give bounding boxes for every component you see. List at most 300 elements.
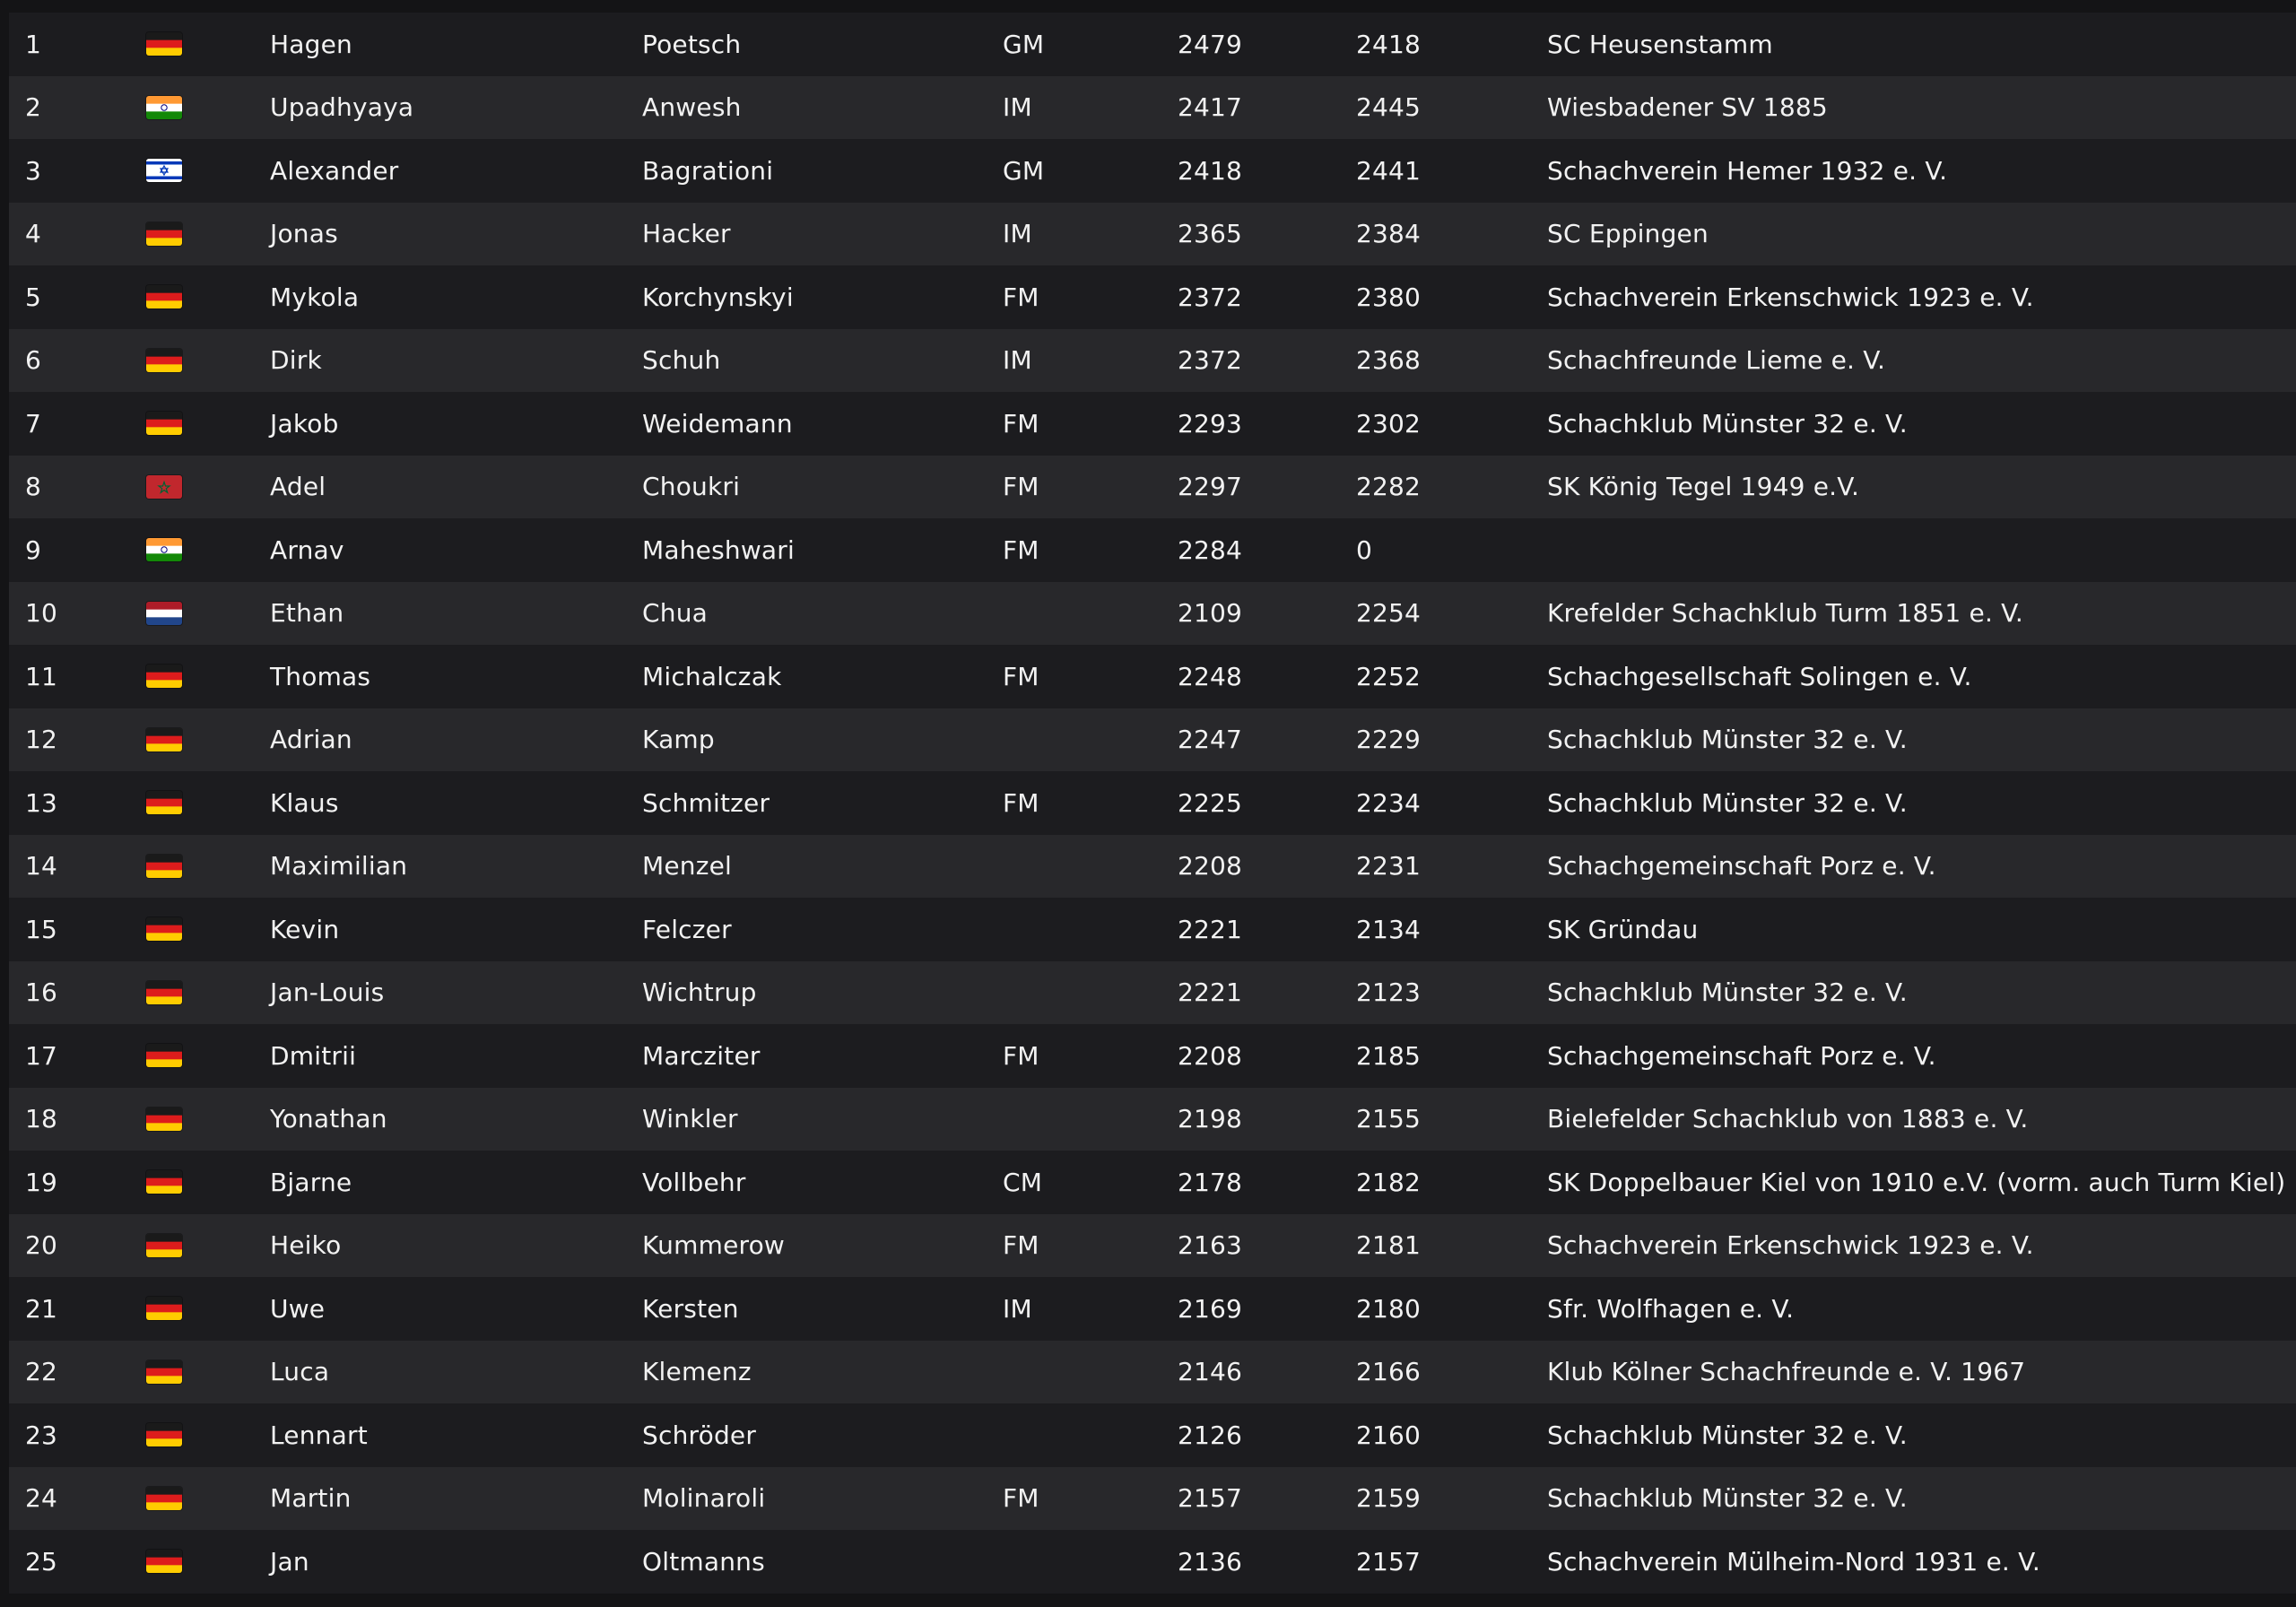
first-name-text: Adel (270, 472, 326, 502)
flag-cell (146, 1151, 182, 1214)
rating-2-cell (1356, 518, 1372, 582)
first-name-text: Jonas (270, 219, 338, 249)
last-name-cell (642, 13, 741, 76)
rating-1-text: 2479 (1178, 29, 1243, 59)
flag-cell (146, 456, 182, 519)
rank-text: 5 (25, 282, 42, 312)
first-name-text: Klaus (270, 787, 339, 818)
last-name-cell (642, 582, 708, 646)
title-text: IM (1003, 345, 1032, 376)
last-name-text: Chua (642, 598, 709, 629)
first-name-cell (270, 1151, 352, 1214)
first-name-text: Bjarne (270, 1167, 352, 1197)
table-row[interactable] (9, 1151, 2296, 1214)
rating-2-cell (1356, 1214, 1421, 1278)
first-name-text: Luca (270, 1357, 330, 1387)
flag-de-icon (146, 728, 182, 751)
first-name-cell (270, 265, 359, 329)
club-cell (1547, 708, 1908, 772)
last-name-cell (642, 518, 795, 582)
club-text: Schachklub Münster 32 e. V. (1547, 725, 1908, 755)
rating-1-cell (1178, 961, 1242, 1025)
first-name-text: Uwe (270, 1293, 326, 1324)
rating-1-cell (1178, 518, 1242, 582)
rating-1-text: 2248 (1178, 661, 1243, 691)
flag-cell (146, 1341, 182, 1404)
rank-text: 2 (25, 92, 42, 123)
table-row[interactable] (9, 329, 2296, 393)
club-text: Schachverein Hemer 1932 e. V. (1547, 155, 1948, 186)
title-text: FM (1003, 408, 1039, 439)
last-name-text: Bagrationi (642, 155, 774, 186)
flag-cell (146, 518, 182, 582)
flag-de-icon (146, 1297, 182, 1320)
first-name-text: Heiko (270, 1230, 342, 1261)
rating-2-cell (1356, 1277, 1421, 1341)
table-row[interactable] (9, 518, 2296, 582)
last-name-text: Winkler (642, 1104, 738, 1134)
rating-1-text: 2221 (1178, 914, 1243, 944)
last-name-text: Korchynskyi (642, 282, 794, 312)
rank-text: 4 (25, 219, 42, 249)
flag-de-icon (146, 981, 182, 1004)
rating-1-text: 2284 (1178, 534, 1243, 565)
club-cell (1547, 392, 1908, 456)
last-name-text: Felczer (642, 914, 732, 944)
flag-cell (146, 203, 182, 266)
table-row[interactable] (9, 708, 2296, 772)
flag-de-icon (146, 1044, 182, 1067)
last-name-cell (642, 203, 731, 266)
first-name-text: Jakob (270, 408, 339, 439)
flag-de-icon (146, 1360, 182, 1384)
flag-de-icon (146, 1170, 182, 1194)
table-row[interactable] (9, 835, 2296, 899)
club-text: SC Eppingen (1547, 219, 1709, 249)
title-cell (1003, 203, 1032, 266)
rating-1-text: 2126 (1178, 1420, 1243, 1450)
rank-text: 23 (25, 1420, 58, 1450)
first-name-cell (270, 961, 384, 1025)
flag-de-icon (146, 349, 182, 372)
first-name-cell (270, 76, 413, 140)
last-name-cell (642, 708, 715, 772)
flag-de-icon (146, 791, 182, 814)
flag-nl-icon (146, 602, 182, 625)
last-name-cell (642, 265, 794, 329)
last-name-cell (642, 1214, 785, 1278)
club-cell (1547, 1467, 1908, 1531)
title-text: GM (1003, 155, 1045, 186)
first-name-text: Upadhyaya (270, 92, 414, 123)
rating-2-cell (1356, 835, 1421, 899)
last-name-text: Schmitzer (642, 787, 770, 818)
flag-de-icon (146, 222, 182, 246)
rating-2-cell (1356, 1024, 1421, 1088)
table-row[interactable] (9, 582, 2296, 646)
flag-cell (146, 771, 182, 835)
rank-cell (25, 392, 41, 456)
club-text: Krefelder Schachklub Turm 1851 e. V. (1547, 598, 2024, 629)
last-name-cell (642, 645, 781, 708)
club-text: SC Heusenstamm (1547, 29, 1773, 59)
rank-cell (25, 582, 57, 646)
rank-text: 15 (25, 914, 58, 944)
rating-1-text: 2208 (1178, 851, 1243, 882)
club-text: Schachklub Münster 32 e. V. (1547, 787, 1908, 818)
club-text: Schachverein Erkenschwick 1923 e. V. (1547, 282, 2034, 312)
first-name-cell (270, 392, 339, 456)
rating-2-text: 2445 (1356, 92, 1422, 123)
rating-1-text: 2157 (1178, 1483, 1243, 1514)
table-row[interactable] (9, 898, 2296, 961)
rating-2-cell (1356, 265, 1421, 329)
flag-de-icon (146, 1108, 182, 1131)
title-cell (1003, 1151, 1042, 1214)
rating-2-text: 2254 (1356, 598, 1422, 629)
table-row[interactable] (9, 392, 2296, 456)
rank-cell (25, 835, 57, 899)
club-cell (1547, 1024, 1936, 1088)
last-name-text: Wichtrup (642, 977, 757, 1008)
title-text: CM (1003, 1167, 1043, 1197)
flag-de-icon (146, 1423, 182, 1446)
rating-2-cell (1356, 456, 1421, 519)
club-cell (1547, 1151, 2285, 1214)
last-name-text: Oltmanns (642, 1546, 765, 1577)
rating-1-cell (1178, 582, 1242, 646)
rank-cell (25, 1341, 57, 1404)
flag-cell (146, 645, 182, 708)
first-name-cell (270, 708, 352, 772)
rating-1-cell (1178, 898, 1242, 961)
flag-cell (146, 582, 182, 646)
rating-1-text: 2163 (1178, 1230, 1243, 1261)
rating-2-cell (1356, 13, 1421, 76)
rating-1-cell (1178, 1277, 1242, 1341)
rating-1-text: 2169 (1178, 1293, 1243, 1324)
rating-1-cell (1178, 76, 1242, 140)
last-name-text: Vollbehr (642, 1167, 746, 1197)
rating-2-cell (1356, 1467, 1421, 1531)
table-row[interactable] (9, 265, 2296, 329)
title-cell (1003, 139, 1044, 203)
flag-cell (146, 1403, 182, 1467)
first-name-cell (270, 1403, 368, 1467)
rating-1-cell (1178, 203, 1242, 266)
rating-1-text: 2372 (1178, 282, 1243, 312)
rating-2-text: 2368 (1356, 345, 1422, 376)
rating-1-text: 2247 (1178, 725, 1243, 755)
rank-cell (25, 1467, 57, 1531)
first-name-cell (270, 835, 407, 899)
rating-1-cell (1178, 708, 1242, 772)
club-cell (1547, 1214, 2034, 1278)
first-name-text: Lennart (270, 1420, 368, 1450)
last-name-cell (642, 76, 742, 140)
rating-1-text: 2297 (1178, 472, 1243, 502)
club-text: Schachklub Münster 32 e. V. (1547, 408, 1908, 439)
rating-1-text: 2417 (1178, 92, 1243, 123)
rank-text: 13 (25, 787, 58, 818)
rank-text: 25 (25, 1546, 58, 1577)
flag-in-icon (146, 538, 182, 561)
flag-de-icon (146, 1550, 182, 1573)
last-name-cell (642, 961, 757, 1025)
first-name-cell (270, 203, 338, 266)
last-name-cell (642, 1341, 752, 1404)
club-text: Sfr. Wolfhagen e. V. (1547, 1293, 1795, 1324)
ranking-table (9, 0, 2296, 1594)
rating-2-text: 2160 (1356, 1420, 1422, 1450)
rating-2-text: 2229 (1356, 725, 1422, 755)
rank-cell (25, 329, 41, 393)
rating-2-cell (1356, 1088, 1421, 1151)
rank-text: 24 (25, 1483, 58, 1514)
flag-de-icon (146, 917, 182, 941)
club-text: Wiesbadener SV 1885 (1547, 92, 1828, 123)
rating-1-cell (1178, 456, 1242, 519)
club-text: SK Doppelbauer Kiel von 1910 e.V. (vorm. auch Turm Kiel) (1547, 1167, 2286, 1197)
club-cell (1547, 1530, 2040, 1594)
club-cell (1547, 1341, 2025, 1404)
table-row[interactable] (9, 1530, 2296, 1594)
rating-2-text: 2157 (1356, 1546, 1422, 1577)
rating-2-text: 2155 (1356, 1104, 1422, 1134)
first-name-text: Ethan (270, 598, 344, 629)
club-text: Schachklub Münster 32 e. V. (1547, 1483, 1908, 1514)
rating-2-cell (1356, 329, 1421, 393)
title-cell (1003, 1214, 1039, 1278)
rating-2-cell (1356, 708, 1421, 772)
table-row[interactable] (9, 456, 2296, 519)
club-cell (1547, 645, 1972, 708)
first-name-text: Jan (270, 1546, 309, 1577)
title-text: FM (1003, 534, 1039, 565)
table-row[interactable] (9, 1403, 2296, 1467)
first-name-cell (270, 645, 370, 708)
last-name-cell (642, 1277, 739, 1341)
title-cell (1003, 1277, 1032, 1341)
flag-cell (146, 329, 182, 393)
title-cell (1003, 1467, 1039, 1531)
rating-2-text: 2234 (1356, 787, 1422, 818)
last-name-text: Michalczak (642, 661, 782, 691)
table-row[interactable] (9, 13, 2296, 76)
rating-2-text: 2282 (1356, 472, 1422, 502)
rating-2-cell (1356, 76, 1421, 140)
last-name-text: Weidemann (642, 408, 793, 439)
first-name-cell (270, 1024, 356, 1088)
rating-2-cell (1356, 898, 1421, 961)
rating-2-text: 2418 (1356, 29, 1422, 59)
title-cell (1003, 645, 1039, 708)
rating-1-text: 2178 (1178, 1167, 1243, 1197)
rating-1-cell (1178, 1403, 1242, 1467)
rank-cell (25, 456, 41, 519)
club-cell (1547, 1277, 1794, 1341)
rank-cell (25, 1024, 57, 1088)
rating-2-text: 2134 (1356, 914, 1422, 944)
flag-cell (146, 1214, 182, 1278)
flag-il-icon (146, 159, 182, 182)
table-row[interactable] (9, 1024, 2296, 1088)
club-text: Schachgemeinschaft Porz e. V. (1547, 851, 1936, 882)
flag-cell (146, 1024, 182, 1088)
rank-text: 22 (25, 1357, 58, 1387)
rating-1-text: 2225 (1178, 787, 1243, 818)
title-text: FM (1003, 1040, 1039, 1071)
first-name-text: Maximilian (270, 851, 408, 882)
last-name-cell (642, 898, 732, 961)
rank-text: 8 (25, 472, 42, 502)
rating-1-cell (1178, 771, 1242, 835)
rating-1-cell (1178, 13, 1242, 76)
title-text: FM (1003, 787, 1039, 818)
last-name-text: Menzel (642, 851, 733, 882)
rating-2-text: 2180 (1356, 1293, 1422, 1324)
rating-1-cell (1178, 1214, 1242, 1278)
flag-ma-icon (146, 475, 182, 499)
rank-cell (25, 1214, 57, 1278)
rating-2-cell (1356, 1151, 1421, 1214)
last-name-text: Kummerow (642, 1230, 786, 1261)
last-name-cell (642, 456, 740, 519)
rank-text: 17 (25, 1040, 58, 1071)
club-cell (1547, 898, 1698, 961)
last-name-cell (642, 1403, 756, 1467)
rating-1-text: 2109 (1178, 598, 1243, 629)
club-cell (1547, 456, 1859, 519)
last-name-cell (642, 1024, 761, 1088)
last-name-text: Marcziter (642, 1040, 761, 1071)
rank-cell (25, 518, 41, 582)
table-row[interactable] (9, 1088, 2296, 1151)
flag-de-icon (146, 412, 182, 435)
rank-text: 6 (25, 345, 42, 376)
club-text: Schachklub Münster 32 e. V. (1547, 977, 1908, 1008)
rank-cell (25, 76, 41, 140)
rating-2-text: 0 (1356, 534, 1373, 565)
table-row[interactable] (9, 203, 2296, 266)
first-name-cell (270, 1467, 352, 1531)
first-name-cell (270, 1277, 325, 1341)
table-row[interactable] (9, 1467, 2296, 1531)
club-cell (1547, 265, 2034, 329)
rank-text: 7 (25, 408, 42, 439)
flag-cell (146, 708, 182, 772)
rank-text: 21 (25, 1293, 58, 1324)
rating-2-cell (1356, 392, 1421, 456)
last-name-cell (642, 1530, 765, 1594)
club-text: SK Gründau (1547, 914, 1699, 944)
rating-1-text: 2221 (1178, 977, 1243, 1008)
last-name-text: Poetsch (642, 29, 742, 59)
table-row[interactable] (9, 645, 2296, 708)
title-text: GM (1003, 29, 1045, 59)
table-row[interactable] (9, 139, 2296, 203)
title-text: IM (1003, 219, 1032, 249)
rating-2-cell (1356, 1403, 1421, 1467)
title-cell (1003, 771, 1039, 835)
rank-cell (25, 771, 57, 835)
rank-cell (25, 708, 57, 772)
title-cell (1003, 518, 1039, 582)
rank-text: 9 (25, 534, 42, 565)
club-text: Schachgesellschaft Solingen e. V. (1547, 661, 1972, 691)
rating-2-text: 2252 (1356, 661, 1422, 691)
rank-cell (25, 961, 57, 1025)
rating-1-text: 2198 (1178, 1104, 1243, 1134)
club-text: SK König Tegel 1949 e.V. (1547, 472, 1860, 502)
rating-2-text: 2441 (1356, 155, 1422, 186)
club-text: Klub Kölner Schachfreunde e. V. 1967 (1547, 1357, 2026, 1387)
rank-text: 19 (25, 1167, 58, 1197)
club-cell (1547, 329, 1885, 393)
first-name-text: Kevin (270, 914, 340, 944)
club-text: Schachklub Münster 32 e. V. (1547, 1420, 1908, 1450)
rating-2-cell (1356, 645, 1421, 708)
first-name-cell (270, 329, 322, 393)
flag-de-icon (146, 1234, 182, 1257)
first-name-text: Hagen (270, 29, 352, 59)
table-row[interactable] (9, 1341, 2296, 1404)
first-name-cell (270, 1341, 329, 1404)
rating-2-text: 2159 (1356, 1483, 1422, 1514)
club-cell (1547, 203, 1709, 266)
club-cell (1547, 1403, 1908, 1467)
last-name-text: Hacker (642, 219, 731, 249)
table-row[interactable] (9, 961, 2296, 1025)
title-text: FM (1003, 661, 1039, 691)
club-cell (1547, 76, 1828, 140)
title-text: IM (1003, 1293, 1032, 1324)
rank-cell (25, 898, 57, 961)
rank-cell (25, 203, 41, 266)
table-row[interactable] (9, 771, 2296, 835)
last-name-text: Kamp (642, 725, 715, 755)
flag-de-icon (146, 855, 182, 878)
rank-cell (25, 265, 41, 329)
club-text: Schachfreunde Lieme e. V. (1547, 345, 1886, 376)
club-cell (1547, 139, 1947, 203)
rank-text: 20 (25, 1230, 58, 1261)
flag-in-icon (146, 96, 182, 119)
club-text: Bielefelder Schachklub von 1883 e. V. (1547, 1104, 2029, 1134)
club-text: Schachgemeinschaft Porz e. V. (1547, 1040, 1936, 1071)
last-name-cell (642, 1088, 738, 1151)
table-row[interactable] (9, 1214, 2296, 1278)
club-cell (1547, 13, 1773, 76)
rank-cell (25, 1151, 57, 1214)
rank-text: 12 (25, 725, 58, 755)
last-name-text: Kersten (642, 1293, 739, 1324)
rank-cell (25, 1277, 57, 1341)
title-cell (1003, 392, 1039, 456)
table-row[interactable] (9, 76, 2296, 140)
rank-cell (25, 139, 41, 203)
flag-cell (146, 1088, 182, 1151)
flag-cell (146, 265, 182, 329)
club-cell (1547, 835, 1936, 899)
last-name-cell (642, 392, 793, 456)
flag-de-icon (146, 665, 182, 688)
last-name-text: Choukri (642, 472, 741, 502)
club-text: Schachverein Erkenschwick 1923 e. V. (1547, 1230, 2034, 1261)
last-name-text: Maheshwari (642, 534, 795, 565)
table-row[interactable] (9, 1277, 2296, 1341)
first-name-text: Dirk (270, 345, 322, 376)
